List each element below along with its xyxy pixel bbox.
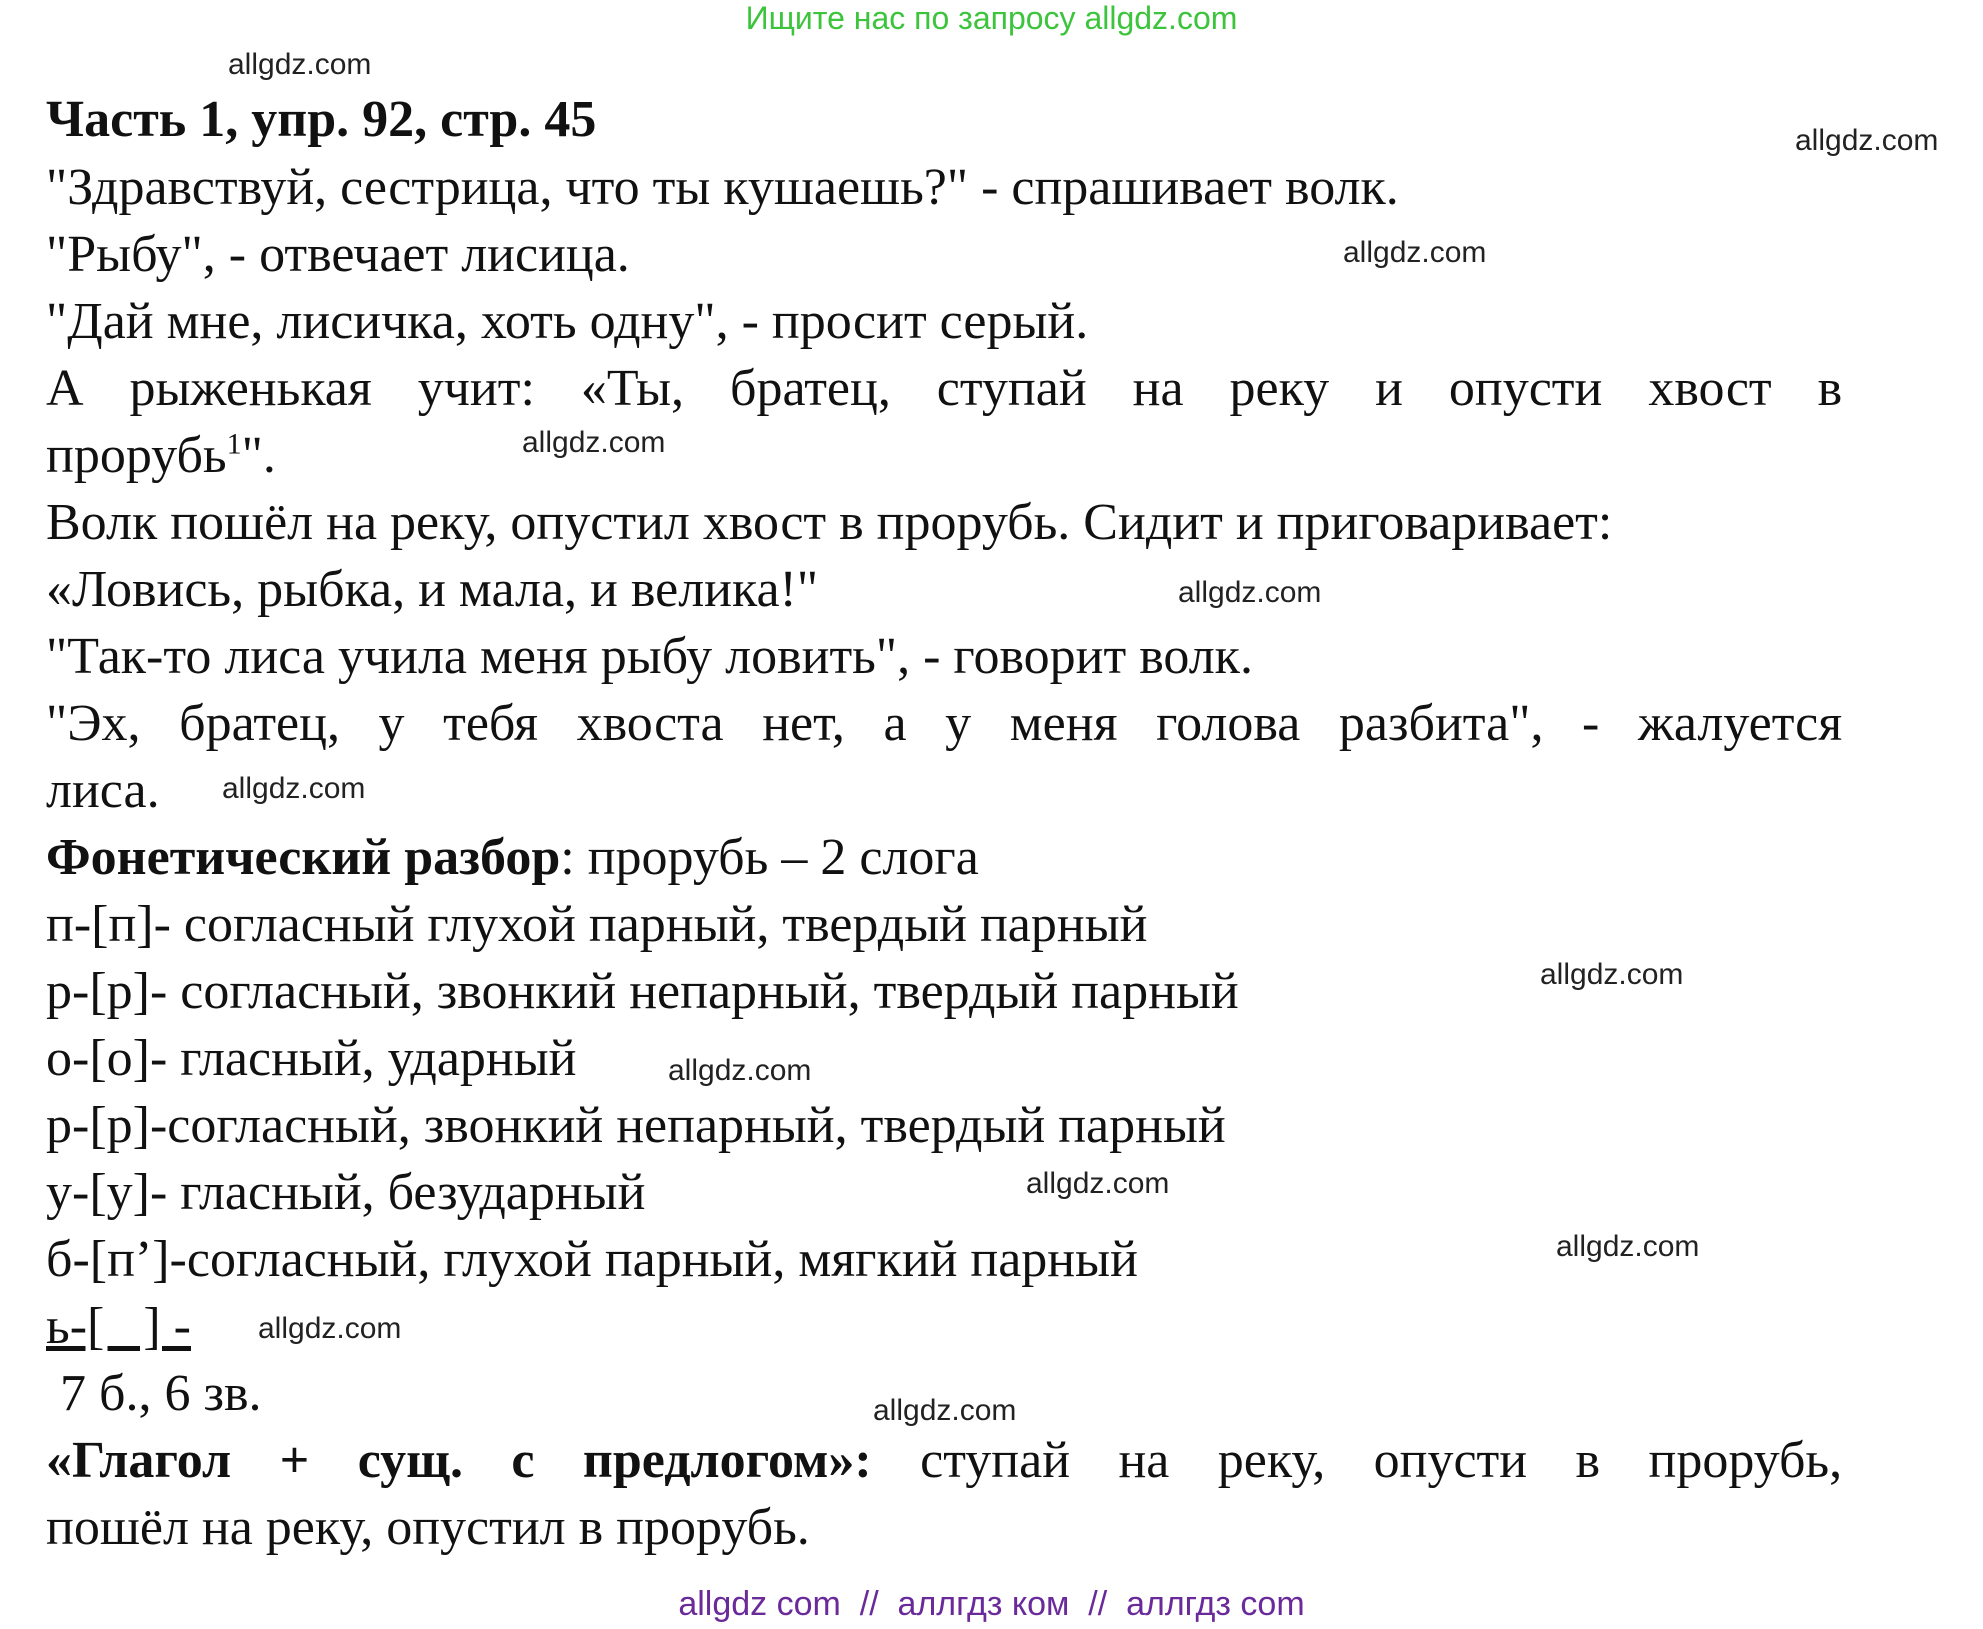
story-line: Волк пошёл на реку, опустил хвост в прорубь. Сидит и приговаривает: (46, 494, 1613, 551)
phonetic-row: у-[у]- гласный, безударный (46, 1164, 646, 1221)
watermark: allgdz.com (1343, 236, 1487, 269)
phonetic-row: б-[п’]-согласный, глухой парный, мягкий парный (46, 1231, 1138, 1288)
watermark: allgdz.com (668, 1054, 812, 1087)
phonetic-summary: 7 б., 6 зв. (60, 1365, 262, 1422)
footer-links: allgdz com // аллгдз ком // аллгдз com (678, 1585, 1305, 1623)
story-line: "Рыбу", - отвечает лисица. (46, 226, 630, 283)
page-title: Часть 1, упр. 92, стр. 45 (46, 91, 597, 148)
verbs-line: пошёл на реку, опустил в прорубь. (46, 1499, 810, 1556)
phonetic-heading: Фонетический разбор: прорубь – 2 слога (46, 829, 979, 886)
watermark: allgdz.com (1795, 124, 1939, 157)
story-line: лиса. (46, 762, 160, 819)
story-line: "Здравствуй, сестрица, что ты кушаешь?" - спрашивает волк. (46, 159, 1399, 216)
phonetic-row: р-[р]- согласный, звонкий непарный, твердый парный (46, 963, 1239, 1020)
watermark: allgdz.com (222, 772, 366, 805)
watermark: allgdz.com (1556, 1230, 1700, 1263)
watermark: allgdz.com (1540, 958, 1684, 991)
phonetic-row: р-[р]-согласный, звонкий непарный, твердый парный (46, 1097, 1226, 1154)
story-line: «Ловись, рыбка, и мала, и велика!" (46, 561, 819, 618)
watermark: allgdz.com (1026, 1167, 1170, 1200)
story-line: прорубь$^1$". (46, 427, 276, 484)
phonetic-row: о-[о]- гласный, ударный (46, 1030, 577, 1087)
phonetic-row: ь-[ ] - (46, 1298, 191, 1355)
watermark: allgdz.com (228, 48, 372, 81)
story-line: "Дай мне, лисичка, хоть одну", - просит серый. (46, 293, 1089, 350)
watermark: allgdz.com (1178, 576, 1322, 609)
story-line-justified: "Эх, братец, у тебя хвоста нет, а у меня голова разбита", - жалуется (46, 695, 1843, 752)
watermark: allgdz.com (258, 1312, 402, 1345)
story-line: "Так-то лиса учила меня рыбу ловить", - говорит волк. (46, 628, 1253, 685)
watermark: allgdz.com (522, 426, 666, 459)
phonetic-row: п-[п]- согласный глухой парный, твердый парный (46, 896, 1148, 953)
verbs-line-justified: «Глагол + сущ. с предлогом»: ступай на реку, опусти в прорубь, (46, 1432, 1843, 1489)
header-promo: Ищите нас по запросу allgdz.com (745, 0, 1238, 36)
footnote-mark: 1 (226, 427, 242, 461)
story-line-justified: А рыженькая учит: «Ты, братец, ступай на реку и опусти хвост в (46, 360, 1843, 417)
watermark: allgdz.com (873, 1394, 1017, 1427)
